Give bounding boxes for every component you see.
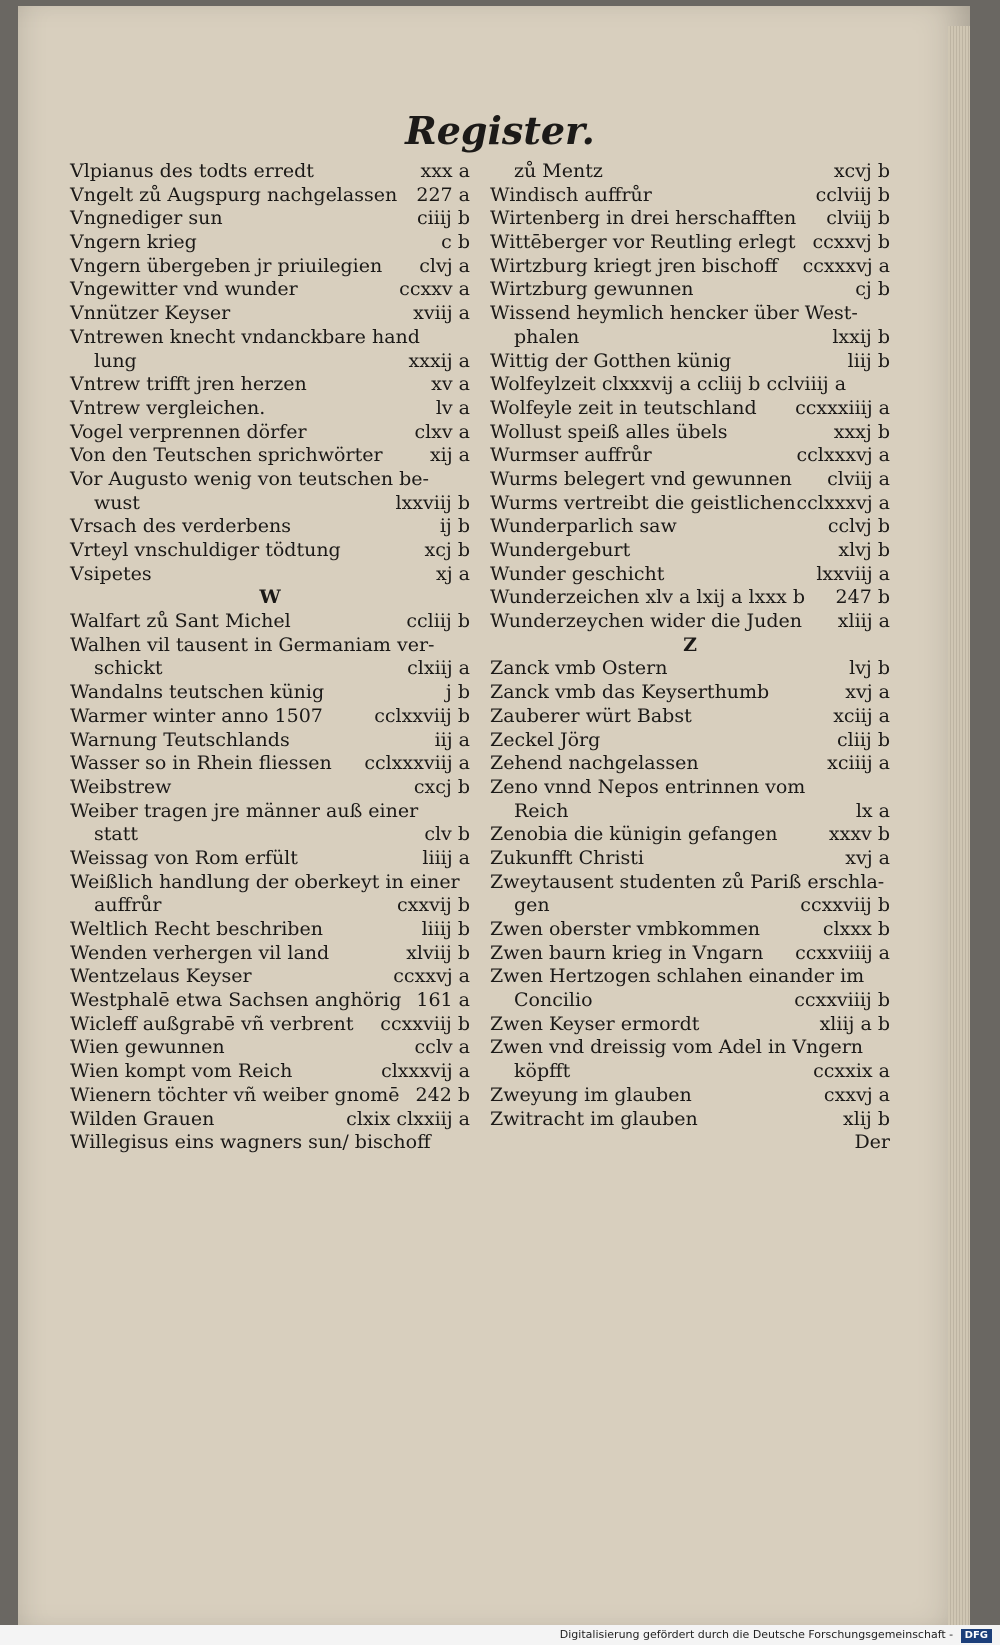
- index-entry: [490, 1060, 890, 1084]
- entry-text: Zukunfft Christi: [490, 846, 644, 869]
- entry-text: Wittēberger vor Reutling erlegt: [490, 231, 796, 254]
- index-entry: [490, 231, 890, 255]
- index-entry: [70, 918, 470, 942]
- entry-reference: clxix clxxiij a: [346, 1107, 470, 1130]
- index-entry: [490, 871, 890, 895]
- index-entry: [70, 184, 470, 208]
- entry-text: Vngern krieg: [70, 231, 197, 254]
- entry-text: Wittig der Gotthen künig: [490, 349, 732, 372]
- index-entry: [70, 942, 470, 966]
- entry-reference: lvj b: [849, 657, 890, 680]
- index-entry: [490, 894, 890, 918]
- index-entry: [70, 207, 470, 231]
- entry-reference: lxxviij b: [395, 491, 470, 514]
- entry-text: Weißlich handlung der oberkeyt in einer: [70, 870, 460, 893]
- entry-reference: xciij a: [833, 704, 890, 727]
- entry-text: Wunderzeychen wider die Juden: [490, 610, 802, 633]
- entry-reference: ccxxxiiij a: [795, 396, 890, 419]
- entry-text: Zauberer würt Babst: [490, 704, 692, 727]
- index-entry: [490, 942, 890, 966]
- entry-text: Wirtzburg gewunnen: [490, 278, 694, 301]
- entry-text: Vngewitter vnd wunder: [70, 278, 298, 301]
- entry-text: Vsipetes: [70, 562, 152, 585]
- entry-text: Vlpianus des todts erredt: [70, 160, 314, 182]
- entry-reference: cxxvij b: [397, 894, 470, 917]
- entry-text: statt: [94, 823, 138, 846]
- page-heading: Register.: [405, 108, 595, 153]
- entry-reference: cclv a: [414, 1036, 470, 1059]
- entry-reference: xij a: [429, 444, 470, 467]
- index-entry: [70, 326, 470, 350]
- entry-text: Wundergeburt: [490, 539, 631, 561]
- entry-reference: lxxij b: [832, 325, 890, 348]
- entry-text: Wenden verhergen vil land: [70, 941, 330, 964]
- entry-text: Zwitracht im glauben: [490, 1107, 698, 1130]
- index-entry: [70, 1131, 470, 1155]
- entry-text: Vntrew vergleichen.: [70, 396, 266, 419]
- index-entry: [70, 729, 470, 753]
- entry-reference: lx a: [855, 799, 890, 822]
- index-entry: [490, 373, 890, 397]
- entry-reference: cxcj b: [413, 775, 470, 798]
- entry-reference: clxv a: [414, 420, 470, 443]
- index-entry: [490, 397, 890, 421]
- entry-reference: cliij b: [837, 728, 890, 751]
- index-entry: [490, 847, 890, 871]
- index-entry: [490, 539, 890, 563]
- entry-reference: xv a: [431, 373, 470, 396]
- entry-text: Z: [683, 633, 697, 656]
- entry-text: Windisch auffrůr: [490, 183, 652, 206]
- entry-reference: 242 b: [415, 1083, 470, 1106]
- footer-text: Digitalisierung gefördert durch die Deutsche Forschungsgemeinschaft -: [559, 1628, 954, 1641]
- index-entry: [70, 657, 470, 681]
- entry-text: Zwen vnd dreissig vom Adel in Vngern: [490, 1036, 864, 1059]
- entry-reference: lxxviij a: [816, 562, 890, 585]
- entry-reference: xxx a: [420, 160, 470, 182]
- entry-text: Weibstrew: [70, 775, 172, 798]
- entry-text: Vntrew trifft jren herzen: [70, 373, 307, 396]
- entry-reference: cclviij b: [815, 183, 890, 206]
- index-entry: [70, 634, 470, 658]
- entry-reference: xcvj b: [833, 160, 890, 182]
- entry-text: zů Mentz: [514, 160, 603, 182]
- index-entry: [490, 350, 890, 374]
- index-entry: [490, 705, 890, 729]
- entry-text: Reich: [514, 799, 569, 822]
- index-entry: [70, 610, 470, 634]
- entry-text: Vngelt zů Augspurg nachgelassen: [70, 183, 398, 206]
- entry-text: Wolfeyle zeit in teutschland: [490, 396, 757, 419]
- index-entry: [70, 705, 470, 729]
- index-entry: [70, 800, 470, 824]
- index-entry: [70, 681, 470, 705]
- entry-reference: ccxxviiij a: [795, 941, 890, 964]
- index-entry: [490, 255, 890, 279]
- index-entry: [490, 918, 890, 942]
- entry-text: Wentzelaus Keyser: [70, 965, 252, 988]
- index-entry: [70, 539, 470, 563]
- index-entry: [70, 421, 470, 445]
- entry-reference: clxxxvij a: [381, 1060, 470, 1083]
- index-entry: [70, 894, 470, 918]
- index-entry: [490, 1108, 890, 1132]
- entry-text: Warmer winter anno 1507: [70, 704, 323, 727]
- entry-reference: ccxxv a: [399, 278, 470, 301]
- index-entry: [490, 326, 890, 350]
- entry-text: Vor Augusto wenig von teutschen be-: [70, 467, 429, 490]
- index-entry: [70, 776, 470, 800]
- index-entry: [490, 444, 890, 468]
- entry-reference: clviij b: [826, 207, 890, 230]
- index-entry: [70, 397, 470, 421]
- index-entry: [70, 302, 470, 326]
- index-entry: [490, 776, 890, 800]
- entry-reference: cclxxviij b: [374, 704, 470, 727]
- index-entry: [70, 278, 470, 302]
- entry-reference: cclxxxvj a: [796, 444, 890, 467]
- index-entry: [490, 1084, 890, 1108]
- entry-reference: 227 a: [416, 183, 470, 206]
- entry-text: köpfft: [514, 1060, 571, 1083]
- index-entry: [490, 160, 890, 184]
- entry-reference: cclxxxviij a: [364, 752, 470, 775]
- index-entry: [490, 207, 890, 231]
- entry-text: lung: [94, 349, 137, 372]
- index-entry: [490, 681, 890, 705]
- entry-reference: cj b: [855, 278, 890, 301]
- entry-reference: clv b: [424, 823, 470, 846]
- entry-text: Willegisus eins wagners sun/ bischoff: [70, 1131, 431, 1154]
- entry-text: Zweyung im glauben: [490, 1083, 692, 1106]
- entry-reference: j b: [445, 681, 470, 704]
- index-entry: [490, 729, 890, 753]
- index-entry: [70, 1084, 470, 1108]
- entry-reference: clxxx b: [822, 918, 890, 940]
- entry-text: Wien kompt vom Reich: [70, 1060, 293, 1083]
- entry-text: Vngnediger sun: [70, 207, 223, 230]
- index-entry: [490, 492, 890, 516]
- entry-reference: ciiij b: [417, 207, 470, 230]
- entry-reference: xlij b: [843, 1107, 890, 1130]
- index-entry: [490, 752, 890, 776]
- index-entry: [490, 800, 890, 824]
- index-entry: [70, 255, 470, 279]
- entry-text: Wurms belegert vnd gewunnen: [490, 467, 792, 490]
- entry-reference: xliij a: [837, 610, 890, 633]
- entry-reference: Der: [854, 1131, 890, 1154]
- index-entry: [490, 563, 890, 587]
- index-entry: [70, 965, 470, 989]
- entry-reference: liij b: [847, 349, 890, 372]
- index-entry: [490, 965, 890, 989]
- entry-reference: ccxxvj b: [812, 231, 890, 254]
- entry-reference: 247 b: [835, 586, 890, 609]
- entry-text: Concilio: [514, 989, 593, 1012]
- entry-text: wust: [94, 491, 140, 514]
- index-entry: [490, 468, 890, 492]
- entry-text: Wissend heymlich hencker über West-: [490, 302, 858, 325]
- entry-text: Wien gewunnen: [70, 1036, 225, 1059]
- entry-reference: iij a: [434, 728, 470, 751]
- index-entry: [70, 752, 470, 776]
- entry-text: gen: [514, 894, 550, 917]
- entry-text: Vnnützer Keyser: [70, 302, 231, 325]
- entry-text: Zehend nachgelassen: [490, 752, 699, 775]
- entry-text: Wirtenberg in drei herschafften: [490, 207, 797, 230]
- entry-reference: liiij b: [421, 918, 470, 940]
- index-entry: [70, 1013, 470, 1037]
- entry-text: Wolfeylzeit clxxxvij a ccliij b cclviiij a: [490, 373, 847, 396]
- index-entry: [490, 823, 890, 847]
- entry-text: Wurmser auffrůr: [490, 444, 652, 467]
- entry-text: Wirtzburg kriegt jren bischoff: [490, 254, 778, 277]
- entry-text: Walhen vil tausent in Germaniam ver-: [70, 633, 435, 656]
- entry-reference: xviij a: [413, 302, 470, 325]
- entry-reference: ccxxix a: [813, 1060, 890, 1083]
- entry-reference: ij b: [439, 515, 470, 538]
- entry-reference: cclxxxvj a: [796, 491, 890, 514]
- entry-text: Wunder geschicht: [490, 562, 665, 585]
- index-entry: [70, 823, 470, 847]
- index-entry: [70, 444, 470, 468]
- entry-text: Wasser so in Rhein fliessen: [70, 752, 332, 775]
- entry-reference: c b: [441, 231, 470, 254]
- index-entry: [70, 160, 470, 184]
- entry-reference: ccxxxvj a: [802, 254, 890, 277]
- entry-text: auffrůr: [94, 894, 162, 917]
- page-edges: [948, 26, 970, 1626]
- index-entry: [490, 989, 890, 1013]
- entry-reference: clxiij a: [407, 657, 470, 680]
- entry-text: Zwen Keyser ermordt: [490, 1012, 700, 1035]
- index-entry: [490, 302, 890, 326]
- entry-text: Wunderzeichen xlv a lxij a lxxx b: [490, 586, 805, 609]
- entry-text: Wienern töchter vñ weiber gnomē: [70, 1083, 400, 1106]
- entry-text: Zwen baurn krieg in Vngarn: [490, 941, 764, 964]
- entry-text: Warnung Teutschlands: [70, 728, 290, 751]
- entry-reference: liiij a: [422, 846, 470, 869]
- entry-reference: xlviij b: [406, 941, 470, 964]
- entry-text: Wandalns teutschen künig: [70, 681, 325, 704]
- index-entry: [70, 468, 470, 492]
- entry-text: Wollust speiß alles übels: [490, 420, 728, 443]
- index-entry: [70, 373, 470, 397]
- index-entry: [70, 563, 470, 587]
- entry-text: schickt: [94, 657, 163, 680]
- entry-text: Wilden Grauen: [70, 1107, 215, 1130]
- entry-text: Zeckel Jörg: [490, 728, 601, 751]
- index-entry: [70, 847, 470, 871]
- entry-text: Zwen oberster vmbkommen: [490, 918, 761, 940]
- index-entry: [490, 421, 890, 445]
- entry-text: Zweytausent studenten zů Pariß erschla-: [490, 870, 885, 893]
- entry-reference: cxxvj a: [823, 1083, 890, 1106]
- entry-reference: xxxj b: [833, 420, 890, 443]
- index-entry: [70, 1036, 470, 1060]
- entry-reference: clviij a: [827, 467, 890, 490]
- entry-text: Walfart zů Sant Michel: [70, 610, 291, 633]
- entry-text: phalen: [514, 325, 580, 348]
- entry-text: Vngern übergeben jr priuilegien: [70, 254, 383, 277]
- entry-reference: xvj a: [845, 846, 890, 869]
- index-column-left: [70, 160, 470, 1155]
- entry-reference: xxxv b: [828, 823, 890, 846]
- index-entry: [490, 184, 890, 208]
- index-entry: [70, 492, 470, 516]
- entry-text: Zenobia die künigin gefangen: [490, 823, 778, 846]
- entry-text: W: [259, 586, 281, 609]
- entry-reference: clvj a: [419, 254, 470, 277]
- index-entry: [490, 657, 890, 681]
- entry-reference: ccxxviij b: [800, 894, 890, 917]
- index-entry: [490, 278, 890, 302]
- entry-reference: ccxxviiij b: [794, 989, 890, 1012]
- index-entry: [70, 1108, 470, 1132]
- entry-reference: xvj a: [845, 681, 890, 704]
- index-entry: [70, 1060, 470, 1084]
- index-entry: [490, 515, 890, 539]
- entry-reference: ccxxvj a: [393, 965, 470, 988]
- index-column-right: [490, 160, 890, 1155]
- entry-reference: lv a: [435, 396, 470, 419]
- entry-text: Wunderparlich saw: [490, 515, 677, 538]
- index-entry: [70, 231, 470, 255]
- index-entry: [490, 1131, 890, 1155]
- entry-reference: ccliij b: [406, 610, 470, 633]
- index-entry: [70, 515, 470, 539]
- index-entry: [490, 586, 890, 610]
- section-letter: [490, 634, 890, 658]
- entry-text: Weissag von Rom erfült: [70, 846, 298, 869]
- entry-reference: xj a: [436, 562, 470, 585]
- entry-reference: xciiij a: [827, 752, 890, 775]
- entry-text: Zwen Hertzogen schlahen einander im: [490, 965, 865, 988]
- entry-text: Wicleff außgrabē vñ verbrent: [70, 1012, 354, 1035]
- index-entry: [490, 1036, 890, 1060]
- entry-reference: xlvj b: [838, 539, 890, 561]
- entry-text: Von den Teutschen sprichwörter: [70, 444, 383, 467]
- dfg-logo: DFG: [961, 1629, 992, 1643]
- entry-text: Zeno vnnd Nepos entrinnen vom: [490, 775, 806, 798]
- index-entry: [70, 989, 470, 1013]
- entry-reference: xxxij a: [408, 349, 470, 372]
- index-entry: [490, 610, 890, 634]
- entry-text: Zanck vmb das Keyserthumb: [490, 681, 770, 704]
- entry-text: Vntrewen knecht vndanckbare hand: [70, 325, 420, 348]
- index-entry: [70, 871, 470, 895]
- entry-text: Zanck vmb Ostern: [490, 657, 668, 680]
- entry-reference: ccxxviij b: [380, 1012, 470, 1035]
- entry-text: Vrteyl vnschuldiger tödtung: [70, 539, 341, 561]
- entry-text: Westphalē etwa Sachsen anghörig: [70, 989, 402, 1012]
- entry-reference: xliij a b: [819, 1012, 890, 1035]
- digitization-footer: [0, 1625, 1000, 1645]
- entry-reference: 161 a: [416, 989, 470, 1012]
- entry-reference: xcj b: [424, 539, 470, 561]
- index-entry: [490, 1013, 890, 1037]
- entry-text: Vogel verprennen dörfer: [70, 420, 307, 443]
- index-entry: [70, 350, 470, 374]
- entry-text: Weltlich Recht beschriben: [70, 918, 323, 940]
- entry-text: Weiber tragen jre männer auß einer: [70, 799, 419, 822]
- entry-reference: cclvj b: [827, 515, 890, 538]
- entry-text: Wurms vertreibt die geistlichen: [490, 491, 796, 514]
- entry-text: Vrsach des verderbens: [70, 515, 291, 538]
- section-letter: [70, 586, 470, 610]
